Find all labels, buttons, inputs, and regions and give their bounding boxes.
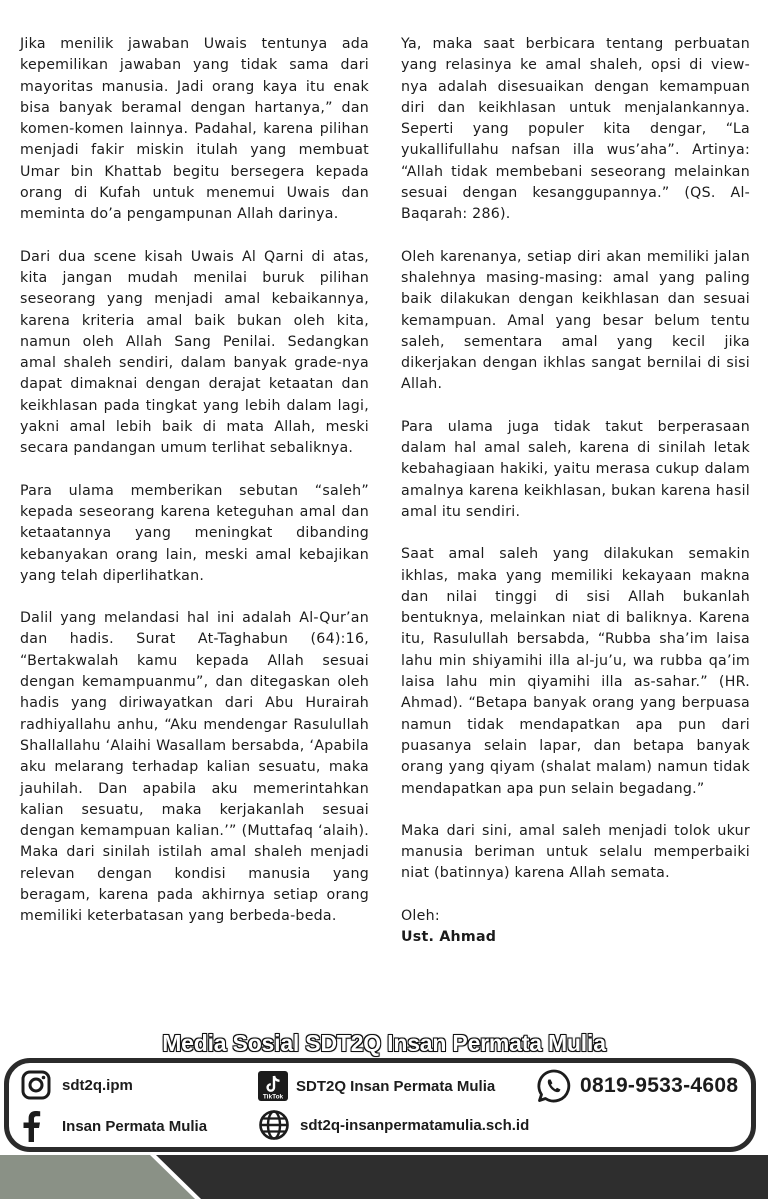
globe-icon [258,1109,290,1141]
social-media-title: Media Sosial SDT2Q Insan Permata Mulia [162,1030,606,1056]
byline [401,906,750,949]
facebook-icon [20,1110,42,1142]
instagram-icon [20,1069,52,1101]
tiktok-name: SDT2Q Insan Permata Mulia [296,1077,496,1095]
paragraph: Dari dua scene kisah Uwais Al Qarni di atas, kita jangan mudah menilai buruk pilihan seseorang yang menjadi amal kebaikannya, karena kriteria amal baik bukan oleh kita, namun oleh Allah Sang Penilai. Sedangkan amal shaleh sendiri, dalam banyak grade-nya dapat dimaknai dengan derajat ketaatan dan keikhlasan pada tingkat yang lebih dalam lagi, yakni amal lebih baik di mata Allah, meski secara pandangan umum terlihat sebaliknya. [20,248,369,457]
paragraph: Jika menilik jawaban Uwais tentunya ada kepemilikan jawaban yang tidak sama dari mayoritas manusia. Jadi orang kaya itu enak bisa banyak beramal dengan hartanya,” dan komen-komen lainnya. Padahal, karena pilihan menjadi fakir miskin itulah yang membuat Umar bin Khattab begitu bersegera kepada orang di Kufah untuk menemui Uwais dan meminta do’a pengampunan Allah darinya. [20,36,369,223]
tiktok-link[interactable] [258,1071,495,1101]
byline-label: Oleh: [401,907,440,924]
paragraph: Saat amal saleh yang dilakukan semakin ikhlas, maka yang memiliki kekayaan makna dan nilai tinggi di sisi Allah bukanlah bentuknya, melainkan niat di baliknya. Karena itu, Rasulullah bersabda, “Rubba sha’im laisa lahu min shiyamihi illa al-ju’u, wa rubba qa’im laisa lahu min qiyamihi illa as-sahar.” (HR. Ahmad). “Betapa banyak orang yang berpuasa namun tidak mendapatkan apa pun dari puasanya selain lapar, dan betapa banyak orang yang qiyam (shalat malam) namun tidak mendapatkan apa pun selain begadang.” [401,546,750,797]
author-name: Ust. Ahmad [401,928,497,945]
right-column [401,34,750,949]
footer-dark-band [150,1155,768,1199]
whatsapp-number: 0819-9533-4608 [580,1074,739,1097]
website-link[interactable] [258,1109,529,1141]
facebook-name: Insan Permata Mulia [62,1117,208,1135]
paragraph: Maka dari sini, amal saleh menjadi tolok ukur manusia beriman untuk selalu memperbaiki niat (batinnya) karena Allah semata. [401,822,750,882]
facebook-link[interactable] [20,1110,207,1142]
paragraph: Oleh karenanya, setiap diri akan memiliki jalan shalehnya masing-masing: amal yang paling baik dilakukan dengan keikhlasan dan sesuai kemampuan. Amal yang besar belum tentu saleh, sementara amal yang kecil jika dikerjakan dengan ikhlas sangat bernilai di sisi Allah. [401,248,750,393]
instagram-link[interactable] [20,1069,133,1101]
instagram-handle: sdt2q.ipm [62,1076,133,1094]
footer-decoration [0,1155,768,1199]
left-column [20,34,369,949]
whatsapp-icon [536,1068,572,1104]
website-url: sdt2q-insanpermatamulia.sch.id [300,1116,530,1134]
tiktok-logo-text: TikTok [262,1093,284,1101]
paragraph: Para ulama juga tidak takut berperasaan dalam hal amal saleh, karena di sinilah letak kebahagiaan hakiki, yaitu merasa cukup dalam amalnya karena keikhlasan, bukan karena hasil amal itu sendiri. [401,418,750,520]
paragraph: Dalil yang melandasi hal ini adalah Al-Qur’an dan hadis. Surat At-Taghabun (64):16, “Bertakwalah kamu kepada Allah sesuai dengan kemampuanmu”, dan ditegaskan oleh hadis yang diriwayatkan dari Abu Hurairah radhiyallahu anhu, “Aku mendengar Rasulullah Shallallahu ‘Alaihi Wasallam bersabda, ‘Apabila aku melarang terhadap kalian sesuatu, maka jauhilah. Dan apabila aku memerintahkan kalian sesuatu, maka kerjakanlah sesuai dengan kemampuan kalian.’” (Muttafaq ‘alaih). Maka dari sinilah istilah amal shaleh menjadi relevan dengan kondisi manusia yang beragam, karena pada akhirnya setiap orang memiliki keterbatasan yang berbeda-beda. [20,610,369,925]
tiktok-icon [258,1071,288,1101]
whatsapp-link[interactable] [536,1068,738,1104]
paragraph: Para ulama memberikan sebutan “saleh” kepada seseorang karena keteguhan amal dan ketaatannya yang meningkat dibanding kebanyakan orang lain, meski amal kebajikan yang telah diperlihatkan. [20,482,369,584]
paragraph: Ya, maka saat berbicara tentang perbuatan yang relasinya ke amal shaleh, opsi di view-nya adalah disesuaikan dengan kemampuan diri dan keikhlasan untuk menjalankannya. Seperti yang populer kita dengar, “La yukallifullahu nafsan illa wus’aha”. Artinya: “Allah tidak membebani seseorang melainkan sesuai dengan kesanggupannya.” (QS. Al-Baqarah: 286). [401,36,750,223]
article-columns [20,34,750,949]
